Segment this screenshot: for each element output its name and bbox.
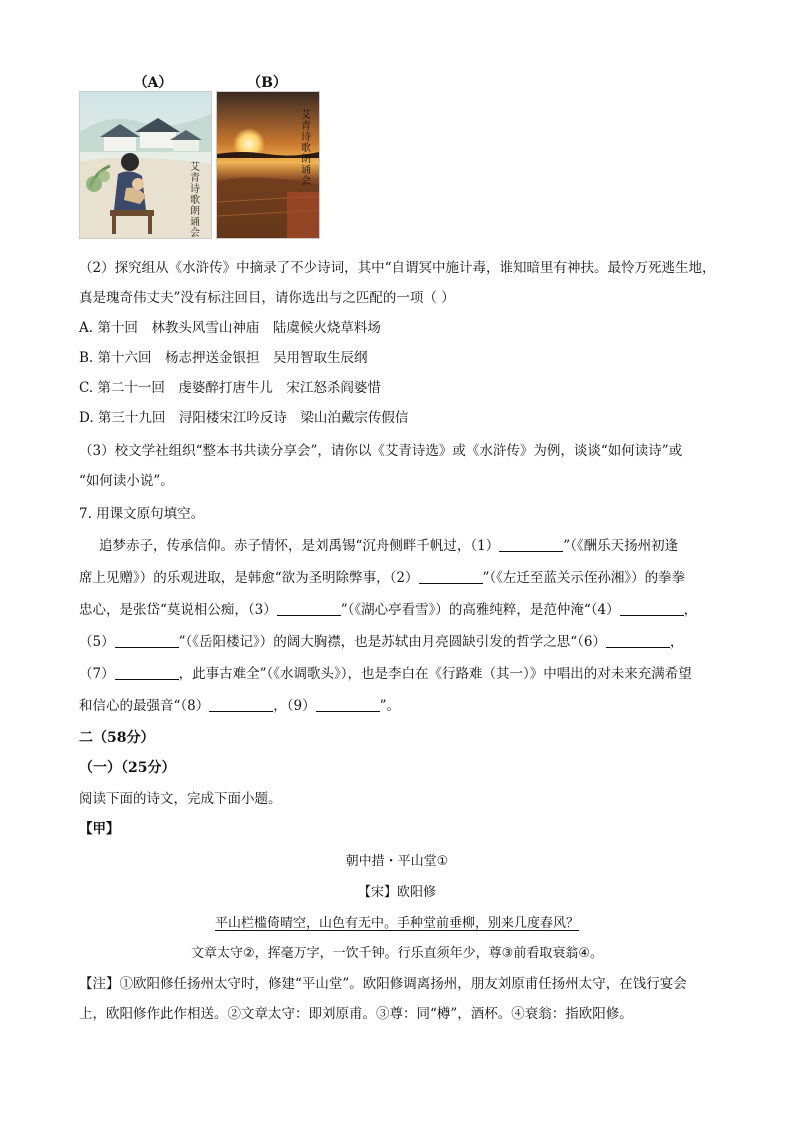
section-2-instruction: 阅读下面的诗文，完成下面小题。: [79, 791, 282, 807]
image-b-label: （B）: [247, 75, 287, 91]
cover-a-title: 艾青诗歌朗诵会: [190, 162, 200, 239]
blank-9[interactable]: [316, 697, 380, 712]
option-c: C. 第二十一回 虔婆醉打唐牛儿 宋江怒杀阎婆惜: [79, 380, 381, 396]
q7-text: 忠心，是张岱“莫说相公痴，（3）: [79, 602, 277, 618]
option-b: B. 第十六回 杨志押送金银担 吴用智取生辰纲: [79, 350, 368, 366]
q7-text: ，: [670, 634, 684, 650]
q7-text: ”（《酬乐天扬州初逢: [563, 538, 679, 554]
option-a: A. 第十回 林教头风雪山神庙 陆虞候火烧草料场: [79, 320, 381, 336]
poetry-cover-image-a: [79, 91, 212, 239]
blank-7[interactable]: [115, 665, 179, 680]
q7-text: （7）: [79, 666, 115, 682]
poem-line-1: [0, 912, 794, 931]
cover-b-title: 艾青诗歌朗诵会: [301, 110, 311, 187]
q7-line3: [79, 600, 697, 620]
blank-3[interactable]: [277, 601, 341, 616]
blank-6[interactable]: [606, 633, 670, 648]
q7-text: ，（9）: [273, 698, 316, 714]
q6-3-line2: “如何读小说”。: [79, 473, 174, 489]
blank-1[interactable]: [499, 537, 563, 552]
q7-text: ，: [683, 602, 698, 618]
q7-text: （5）: [79, 634, 115, 650]
note-line-2: 上，欧阳修作此作相送。②文章太守：即刘原甫。③尊：同“樽”，酒杯。④衰翁：指欧阳修。: [79, 1006, 633, 1022]
q7-text: ，此事古难全”（《水调歌头》），也是李白在《行路难（其一）》中唱出的对未来充满希望: [178, 666, 692, 682]
q7-text: ”（《岳阳楼记》）的阔大胸襟，也是苏轼由月亮圆缺引发的哲学之思“（6）: [178, 634, 606, 650]
blank-5[interactable]: [115, 633, 179, 648]
q7-text: 和信心的最强音“（8）: [79, 698, 210, 714]
q6-3-line1: （3）校文学社组织“整本书共读分享会”，请你以《艾青诗选》或《水浒传》为例，谈谈“如何读诗”或: [79, 443, 683, 459]
poem-author: 【宋】欧阳修: [357, 885, 436, 900]
blank-8[interactable]: [209, 697, 273, 712]
section-2-title: 二（58分）: [79, 730, 155, 746]
image-a-label: （A）: [133, 75, 173, 91]
section-2-sub: （一）（25分）: [79, 760, 176, 776]
q7-text: ”（《左迁至蓝关示侄孙湘》）的拳拳: [482, 570, 686, 586]
option-d: D. 第三十九回 浔阳楼宋江吟反诗 梁山泊戴宗传假信: [79, 410, 409, 426]
poem-line-1-text: 平山栏槛倚晴空，山色有无中。手种堂前垂柳，别来几度春风？: [214, 916, 579, 931]
poem-title: 朝中措・平山堂①: [345, 854, 449, 869]
poetry-cover-image-b: [216, 91, 320, 239]
note-line-1: 【注】①欧阳修任扬州太守时，修建“平山堂”。欧阳修调离扬州，朋友刘原甫任扬州太守，在饯行宴会: [79, 976, 687, 992]
q7-line4: [79, 632, 684, 652]
q7-line5: [79, 664, 692, 684]
q7-line1: [99, 536, 678, 556]
passage-jia-label: 【甲】: [79, 821, 120, 837]
blank-4[interactable]: [620, 601, 684, 616]
q7-text: ”（《湖心亭看雪》）的高雅纯粹，是范仲淹“（4）: [340, 602, 620, 618]
q7-text: ”。: [379, 698, 400, 714]
poem-line-2: 文章太守②，挥毫万字，一饮千钟。行乐直须年少，尊③前看取衰翁④。: [191, 946, 603, 961]
q7-heading: 7. 用课文原句填空。: [79, 506, 205, 522]
q7-line2: [79, 568, 685, 588]
q7-line6: [79, 696, 400, 716]
q6-2-line1: （2）探究组从《水浒传》中摘录了不少诗词，其中“自谓冥中施计毒，谁知暗里有神扶。最怜万死逃生地，: [79, 260, 716, 276]
q6-2-line2: 真是瑰奇伟丈夫”没有标注回目，请你选出与之匹配的一项（ ）: [79, 290, 455, 306]
blank-2[interactable]: [419, 569, 483, 584]
q7-text: 追梦赤子，传承信仰。赤子情怀，是刘禹锡“沉舟侧畔千帆过，（1）: [99, 538, 500, 554]
q7-text: 席上见赠》）的乐观进取，是韩愈“欲为圣明除弊事，（2）: [79, 570, 419, 586]
